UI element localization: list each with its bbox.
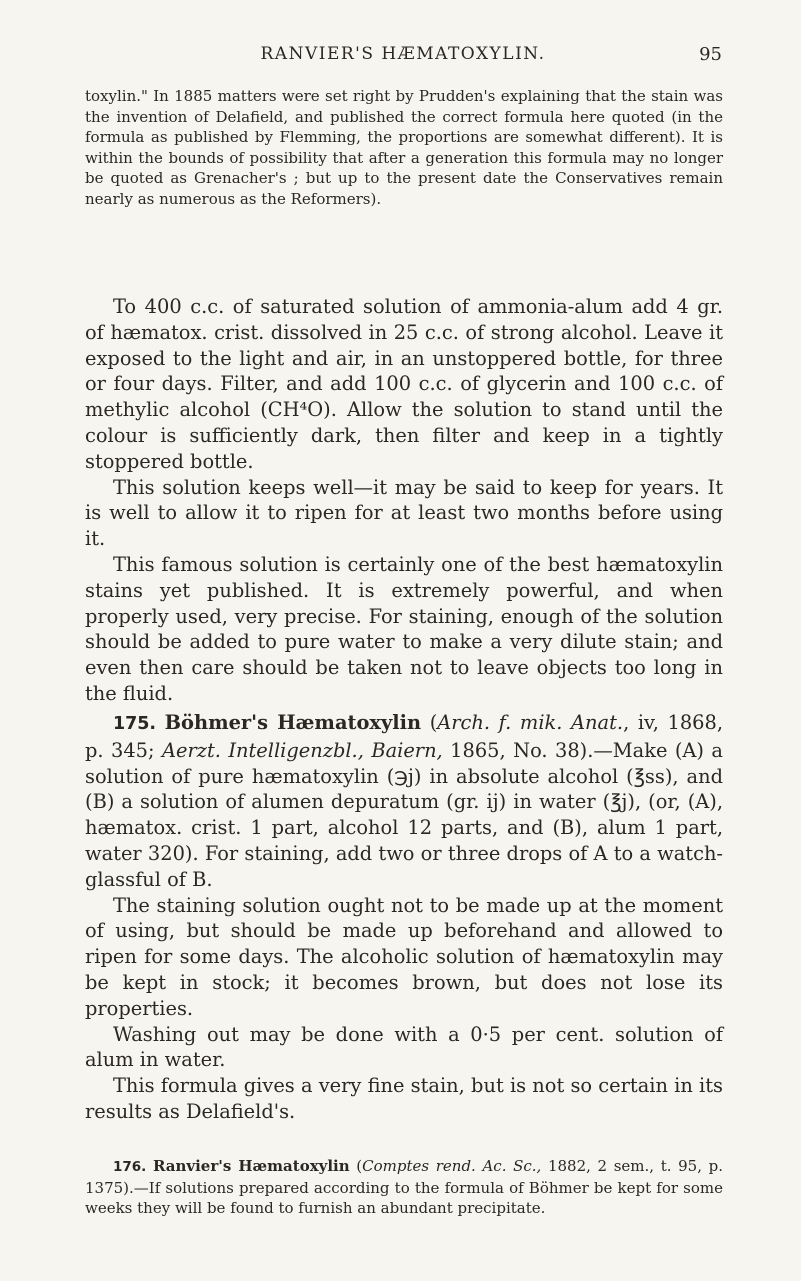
ref-open: ( — [429, 711, 438, 734]
entry-body: —If solutions prepared according to the formula of Böhmer be kept for some weeks they will be found to furnish an abundant precipitate. — [85, 1178, 723, 1218]
ref-details: 1882, 2 sem., t. 95, p. 1375). — [85, 1157, 723, 1197]
entry-title: Böhmer's Hæmatoxylin — [164, 711, 422, 734]
ranvier-section — [85, 1156, 723, 1219]
delafield-section — [85, 294, 723, 707]
intro-paragraph: toxylin." In 1885 matters were set right by Prudden's explaining that the stain was the invention of Delafield, and published the correct formula here quoted (in the formula as published by Flemming, the proportions are somewhat different). It is within the bounds of possibility that after a generation this formula may no longer be quoted as Grenacher's ; but up to the present date the Conservatives remain nearly as numerous as the Reformers). — [85, 87, 723, 208]
ref-journal: Comptes rend. Ac. Sc., — [362, 1157, 542, 1175]
ref-journal: Arch. f. mik. Anat. — [437, 711, 624, 734]
entry-number: 176. — [113, 1159, 147, 1175]
bohmer-ripening-paragraph: The staining solution ought not to be made up at the moment of using, but should be made up beforehand and allowed to ripen for some days. The alcoholic solution of hæmatoxylin may be kept in stock; it becomes brown, but does not lose its properties. — [85, 893, 723, 1020]
bohmer-evaluation-paragraph: This formula gives a very fine stain, but is not so certain in its results as Delafield's. — [85, 1074, 723, 1123]
ref-open: ( — [349, 1157, 363, 1175]
delafield-recipe-paragraph: To 400 c.c. of saturated solution of ammonia-alum add 4 gr. of hæmatox. crist. dissolved in 25 c.c. of strong alcohol. Leave it exposed to the light and air, in an unstoppered bottle, for three or four days. Filter, and add 100 c.c. of glycerin and 100 c.c. of methylic alcohol (CH⁴O). Allow the solution to stand until the colour is sufficiently dark, then filter and keep in a tightly stoppered bottle. — [85, 295, 723, 473]
page-header — [84, 44, 722, 68]
entry-number: 175. — [113, 714, 157, 734]
bohmer-section — [85, 710, 723, 1125]
ref-details: , iv, 1868, p. 345; — [85, 711, 723, 762]
ref-details: 1865, No. 38). — [442, 738, 594, 762]
ranvier-paragraph — [85, 1156, 723, 1219]
entry-title: Ranvier's Hæmatoxylin — [152, 1157, 350, 1175]
delafield-usage-paragraph: This famous solution is certainly one of the best hæmatoxylin stains yet published. It is extremely powerful, and when properly used, very precise. For staining, enough of the solution should be added to pure water to make a very dilute stain; and even then care should be taken not to leave objects too long in the fluid. — [85, 552, 723, 705]
delafield-keeping-paragraph: This solution keeps well—it may be said to keep for years. It is well to allow it to ripen for at least two months before using it. — [85, 475, 723, 551]
running-head: RANVIER'S HÆMATOXYLIN. — [260, 44, 546, 64]
page-number: 95 — [699, 44, 722, 65]
ref-journal: Aerzt. Intelligenzbl., Baiern, — [161, 738, 443, 762]
entry-body: —Make (A) a solution of pure hæmatoxylin (℈j) in absolute alcohol (℥ss), and (B) a solution of alumen depuratum (gr. ij) in water (℥j), (or, (A), hæmatox. crist. 1 part, alcohol 12 parts, and (B), alum 1 part, water 320). For staining, add two or three drops of A to a watch-glassful of B. — [85, 738, 723, 891]
bohmer-recipe-paragraph — [85, 710, 723, 893]
bohmer-washing-paragraph: Washing out may be done with a 0·5 per cent. solution of alum in water. — [85, 1022, 723, 1072]
intro-paragraph-block — [85, 86, 723, 210]
